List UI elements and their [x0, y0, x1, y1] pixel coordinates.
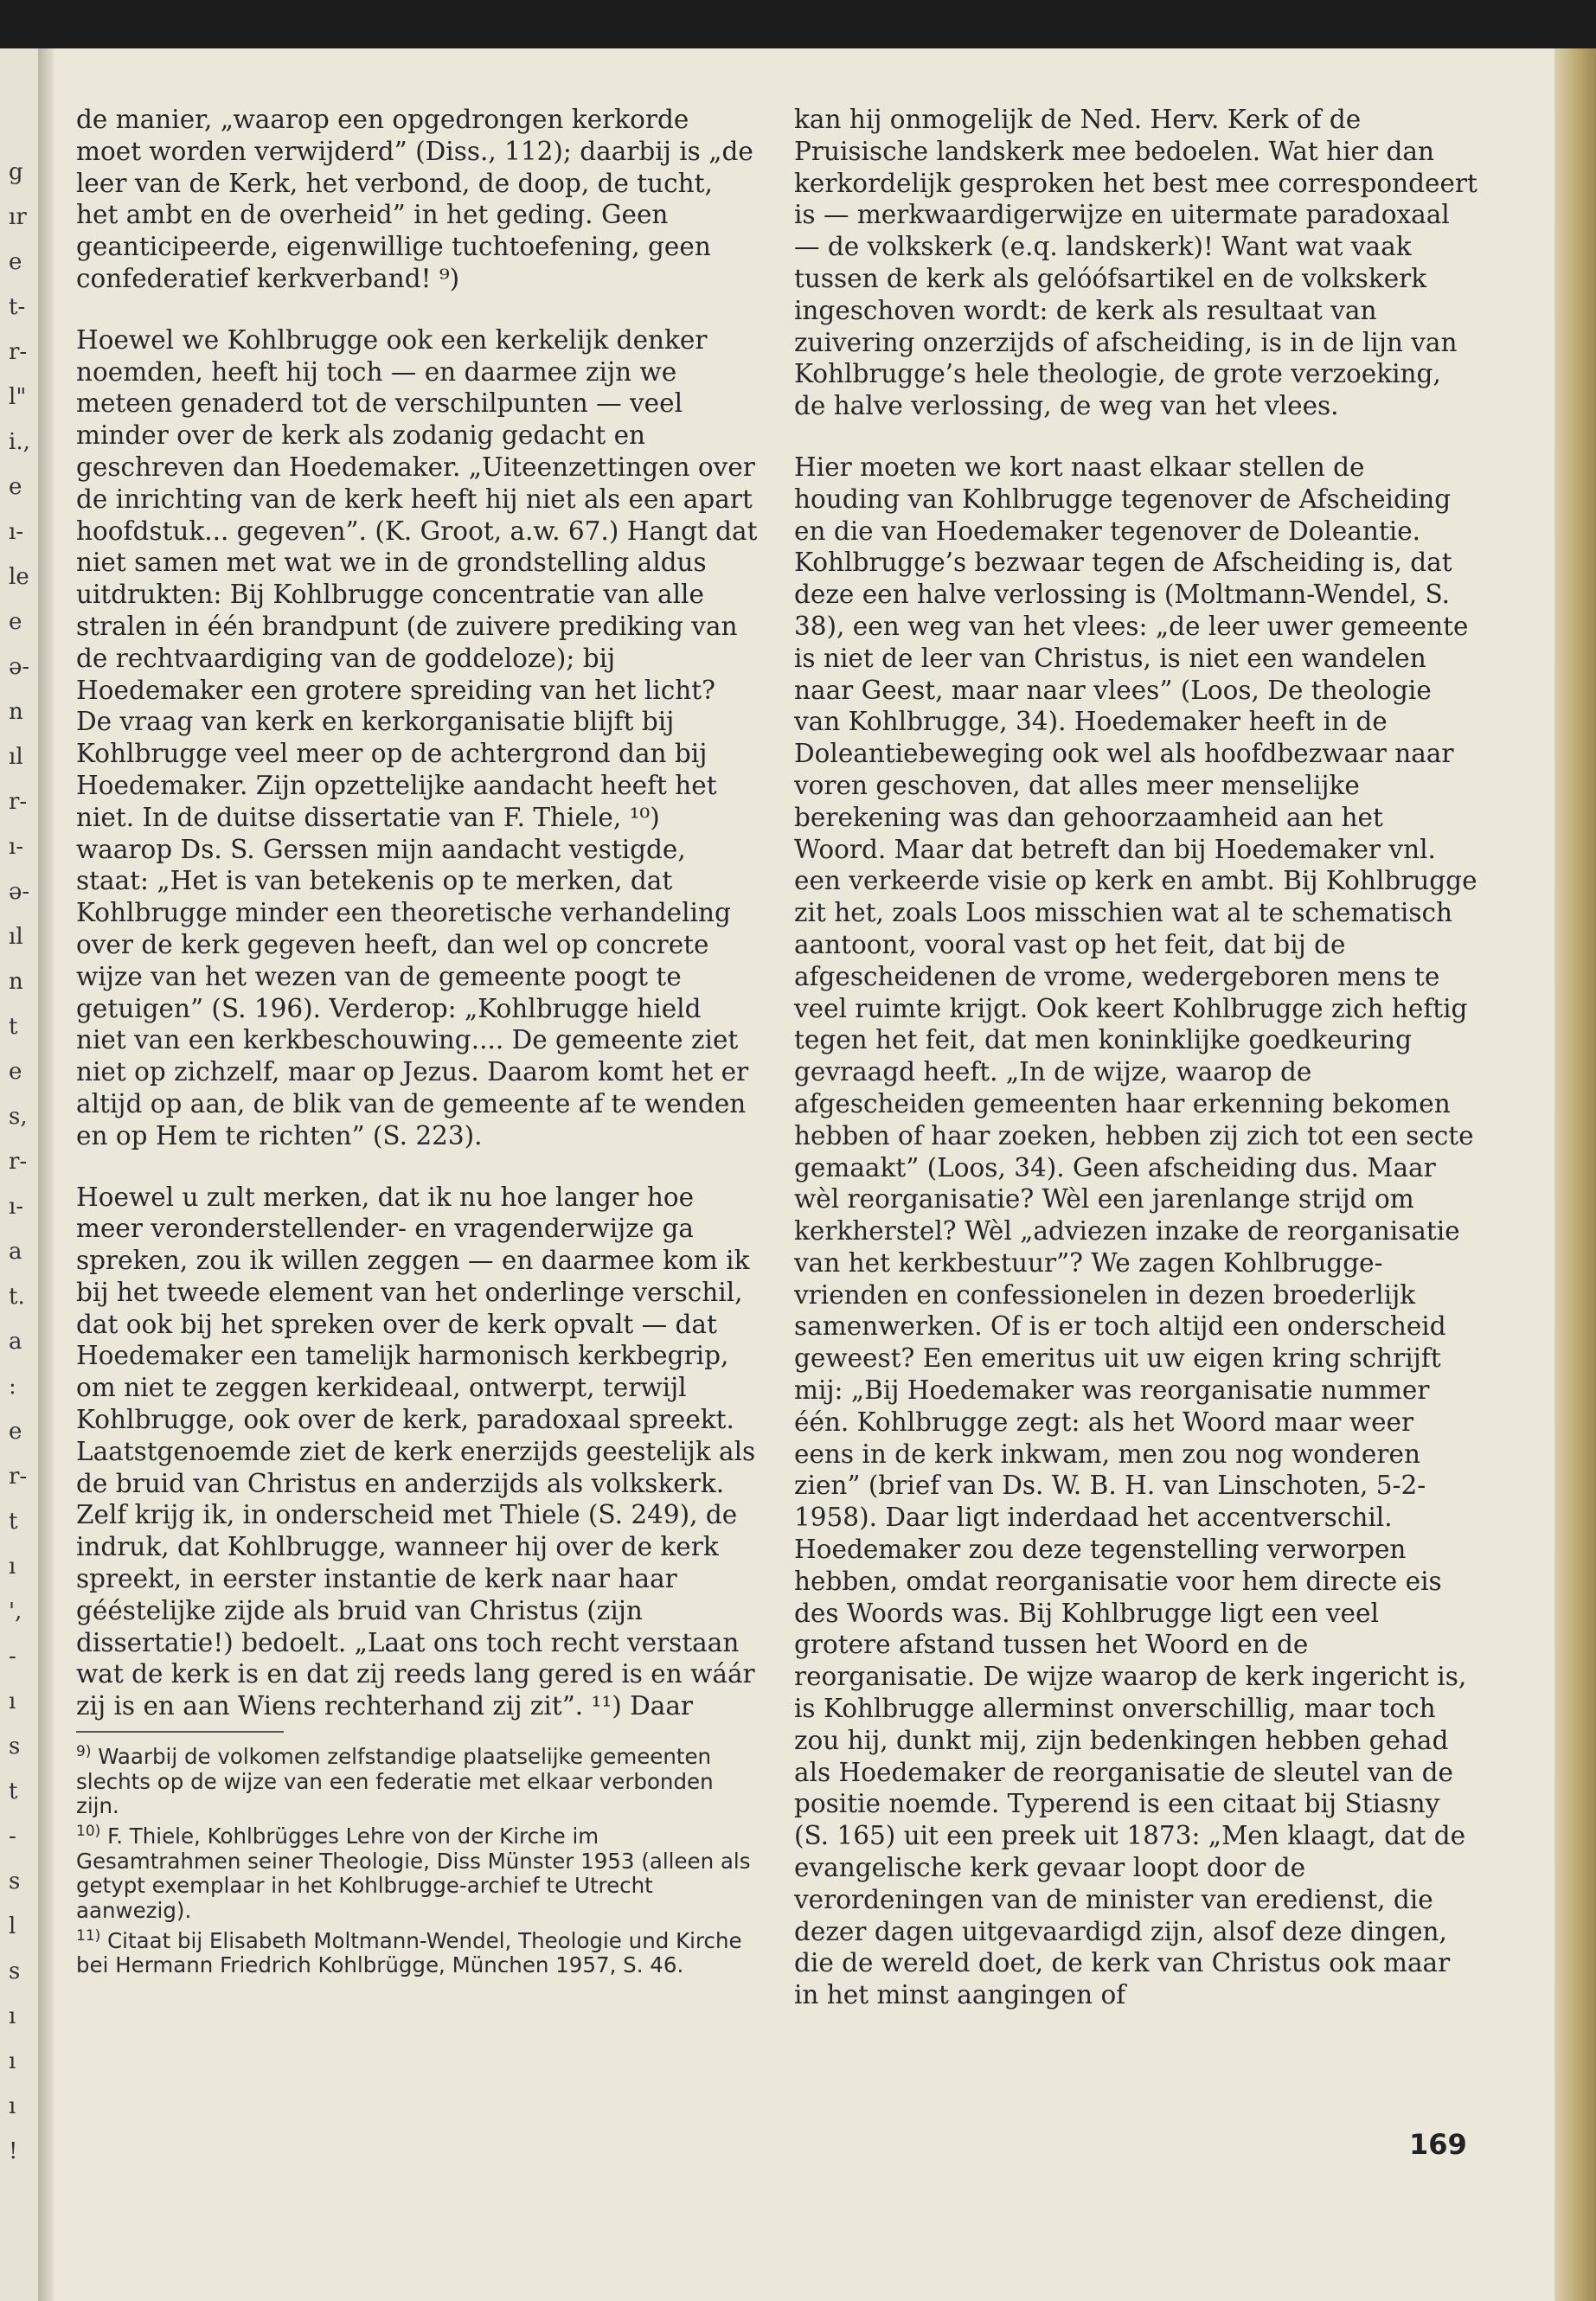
margin-glyph: l: [9, 1913, 16, 1939]
margin-glyph: t: [9, 1779, 18, 1804]
margin-glyph: ı: [9, 1689, 16, 1715]
margin-glyph: s: [9, 1868, 21, 1894]
margin-glyph: !: [9, 2138, 18, 2164]
margin-glyph: g: [9, 159, 23, 185]
left-column: [76, 104, 758, 1978]
left-paragraph-1: de manier, „waarop een opgedrongen kerkorde moet worden verwijderd” (Diss., 112); daarbij is „de leer van de Kerk, het verbond, de doop, de tucht, het ambt en de overheid” in het geding. Geen geanticipeerde, eigenwillige tuchtoefening, geen confederatief kerkverband! ⁹): [76, 105, 753, 293]
margin-glyph: ı: [9, 1554, 16, 1580]
margin-glyph: s,: [9, 1104, 28, 1130]
margin-glyph: r-: [9, 339, 28, 365]
margin-glyph: -: [9, 1823, 16, 1849]
footnote-9: $^{9)}$ Waarbij de volkomen zelfstandige plaatselijke gemeenten slechts op de wijze van een federatie met elkaar verbonden zijn.: [76, 1743, 714, 1819]
margin-glyph: ır: [9, 204, 27, 230]
margin-glyph: r-: [9, 1464, 28, 1490]
margin-glyph: -: [9, 1644, 16, 1670]
margin-glyph: t: [9, 1509, 18, 1535]
margin-glyph: s: [9, 1734, 21, 1759]
margin-glyph: ıl: [9, 924, 23, 950]
margin-glyph: s: [9, 1958, 21, 1984]
margin-glyph: r-: [9, 1149, 28, 1175]
margin-glyph: a: [9, 1239, 22, 1265]
footnote-11: $^{11)}$ Citaat bij Elisabeth Moltmann-Wendel, Theologie und Kirche bei Hermann Friedrich Kohlbrügge, München 1957, S. 46.: [76, 1926, 742, 1978]
margin-glyph: ı-: [9, 834, 24, 860]
margin-glyph: ə-: [9, 879, 30, 905]
margin-glyph: n: [9, 969, 23, 995]
footnote-divider: [76, 1731, 284, 1733]
page-spine-shadow: [38, 48, 54, 2301]
margin-glyph: ə-: [9, 654, 30, 680]
right-paragraph-2: Hier moeten we kort naast elkaar stellen de houding van Kohlbrugge tegenover de Afscheiding en die van Hoedemaker tegenover de Doleantie. Kohlbrugge’s bezwaar tegen de Afscheiding is, dat deze een halve verlossing is (Moltmann-Wendel, S. 38), een weg van het vlees: „de leer uwer gemeente is niet de leer van Christus, is niet een wandelen naar Geest, maar naar vlees” (Loos, De theologie van Kohlbrugge, 34). Hoedemaker heeft in de Doleantiebeweging ook wel als hoofdbezwaar naar voren geschoven, dat alles meer menselijke berekening was dan gehoorzaamheid aan het Woord. Maar dat betreft dan bij Hoedemaker vnl. een verkeerde visie op kerk en ambt. Bij Kohlbrugge zit het, zoals Loos misschien wat al te schematisch aantoont, vooral vast op het feit, dat bij de afgescheidenen de vrome, wedergeboren mens te veel ruimte krijgt. Ook keert Kohlbrugge zich heftig tegen het feit, dat men koninklijke goedkeuring gevraagd heeft. „In de wijze, waarop de afgescheiden gemeenten haar erkenning bekomen hebben of haar zoeken, hebben zij zich tot een secte gemaakt” (Loos, 34). Geen afscheiding dus. Maar wèl reorganisatie? Wèl een jarenlange strijd om kerkherstel? Wèl „adviezen inzake de reorganisatie van het kerkbestuur”? We zagen Kohlbrugge-vrienden en confessionelen in dezen broederlijk samenwerken. Of is er toch altijd een onderscheid geweest? Een emeritus uit uw eigen kring schrijft mij: „Bij Hoedemaker was reorganisatie nummer één. Kohlbrugge zegt: als het Woord maar weer eens in de kerk inkwam, men zou nog wonderen zien” (brief van Ds. W. B. H. van Linschoten, 5-2-1958). Daar ligt inderdaad het accentverschil. Hoedemaker zou deze tegenstelling verworpen hebben, omdat reorganisatie voor hem directe eis des Woords was. Bij Kohlbrugge ligt een veel grotere afstand tussen het Woord en de reorganisatie. De wijze waarop de kerk ingericht is, is Kohlbrugge allerminst onverschillig, maar toch zou hij, dunkt mij, zijn bedenkingen hebben gehad als Hoedemaker de reorganisatie de sleutel van de positie noemde. Typerend is een citaat bij Stiasny (S. 165) uit een preek uit 1873: „Men klaagt, dat de evangelische kerk gevaar loopt door de verordeningen van de minister van eredienst, die dezer dagen uitgevaardigd zijn, alsof deze dingen, die de wereld doet, de kerk van Christus ook maar in het minst aangingen of: [794, 452, 1477, 2010]
page-binding-edge: [1554, 48, 1596, 2301]
right-column: [794, 104, 1477, 2041]
margin-glyph: le: [9, 564, 29, 590]
margin-glyph: ı: [9, 2003, 16, 2029]
margin-glyph: t.: [9, 1284, 25, 1310]
margin-glyph: e: [9, 609, 22, 635]
margin-glyph: t-: [9, 294, 26, 320]
margin-glyph: e: [9, 1059, 22, 1085]
adjacent-page-margin: [0, 48, 38, 2301]
margin-glyph: r-: [9, 789, 28, 815]
page-number: 169: [1409, 2128, 1467, 2161]
left-paragraph-3: Hoewel u zult merken, dat ik nu hoe langer hoe meer veronderstellender- en vragenderwijze ga spreken, zou ik willen zeggen — en daarmee kom ik bij het tweede element van het onderlinge verschil, dat ook bij het spreken over de kerk opvalt — dat Hoedemaker een tamelijk harmonisch kerkbegrip, om niet te zeggen kerkideaal, ontwerpt, terwijl Kohlbrugge, ook over de kerk, paradoxaal spreekt. Laatstgenoemde ziet de kerk enerzijds geestelijk als de bruid van Christus en anderzijds als volkskerk. Zelf krijg ik, in onderscheid met Thiele (S. 249), de indruk, dat Kohlbrugge, wanneer hij over de kerk spreekt, in eerster instantie de kerk naar haar gééstelijke zijde als bruid van Christus (zijn dissertatie!) bedoelt. „Laat ons toch recht verstaan wat de kerk is en dat zij reeds lang gered is en wáár zij is en aan Wiens rechterhand zij zit”. ¹¹) Daar: [76, 1182, 756, 1721]
margin-glyph: a: [9, 1329, 22, 1355]
margin-glyph: ',: [9, 1599, 22, 1625]
margin-glyph: i.,: [9, 429, 30, 455]
left-paragraph-2: Hoewel we Kohlbrugge ook een kerkelijk denker noemden, heeft hij toch — en daarmee zijn we meteen genaderd tot de verschilpunten — veel minder over de kerk als zodanig gedacht en geschreven dan Hoedemaker. „Uiteenzettingen over de inrichting van de kerk heeft hij niet als een apart hoofdstuk... gegeven”. (K. Groot, a.w. 67.) Hangt dat niet samen met wat we in de grondstelling aldus uitdrukten: Bij Kohlbrugge concentratie van alle stralen in één brandpunt (de zuivere prediking van de rechtvaardiging van de goddeloze); bij Hoedemaker een grotere spreiding van het licht? De vraag van kerk en kerkorganisatie blijft bij Kohlbrugge veel meer op de achtergrond dan bij Hoedemaker. Zijn opzettelijke aandacht heeft het niet. In de duitse dissertatie van F. Thiele, ¹⁰) waarop Ds. S. Gerssen mijn aandacht vestigde, staat: „Het is van betekenis op te merken, dat Kohlbrugge minder een theoretische verhandeling over de kerk gegeven heeft, dan wel op concrete wijze van het wezen van de gemeente poogt te getuigen” (S. 196). Verderop: „Kohlbrugge hield niet van een kerkbeschouwing.... De gemeente ziet niet op zichzelf, maar op Jezus. Daarom komt het er altijd op aan, de blik van de gemeente af te wenden en op Hem te richten” (S. 223).: [76, 324, 758, 1150]
right-paragraph-1: kan hij onmogelijk de Ned. Herv. Kerk of de Pruisische landskerk mee bedoelen. Wat hier dan kerkordelijk gesproken het best mee correspondeert is — merkwaardigerwijze en uitermate paradoxaal — de volkskerk (e.q. landskerk)! Want wat vaak tussen de kerk als gelóófsartikel en de volkskerk ingeschoven wordt: de kerk als resultaat van zuivering onzerzijds of afscheiding, is in de lijn van Kohlbrugge’s hele theologie, de grote verzoeking, de halve verlossing, de weg van het vlees.: [794, 105, 1477, 421]
margin-glyph: ı-: [9, 519, 24, 545]
margin-glyph: n: [9, 699, 23, 725]
margin-glyph: e: [9, 249, 22, 275]
margin-glyph: e: [9, 1419, 22, 1445]
margin-glyph: :: [9, 1374, 16, 1400]
footnotes: [76, 1740, 758, 1978]
margin-glyph: e: [9, 474, 22, 500]
margin-glyph: l": [9, 384, 27, 410]
margin-glyph: ıl: [9, 744, 23, 770]
margin-glyph: ı-: [9, 1194, 24, 1220]
footnote-10: $^{10)}$ F. Thiele, Kohlbrügges Lehre von der Kirche im Gesamtrahmen seiner Theologie, Diss Münster 1953 (alleen als getypt exemplaar in het Kohlbrugge-archief te Utrecht aanwezig).: [76, 1822, 751, 1923]
margin-glyph: ı: [9, 2093, 16, 2119]
margin-glyph: t: [9, 1014, 18, 1040]
margin-glyph: ı: [9, 2048, 16, 2074]
